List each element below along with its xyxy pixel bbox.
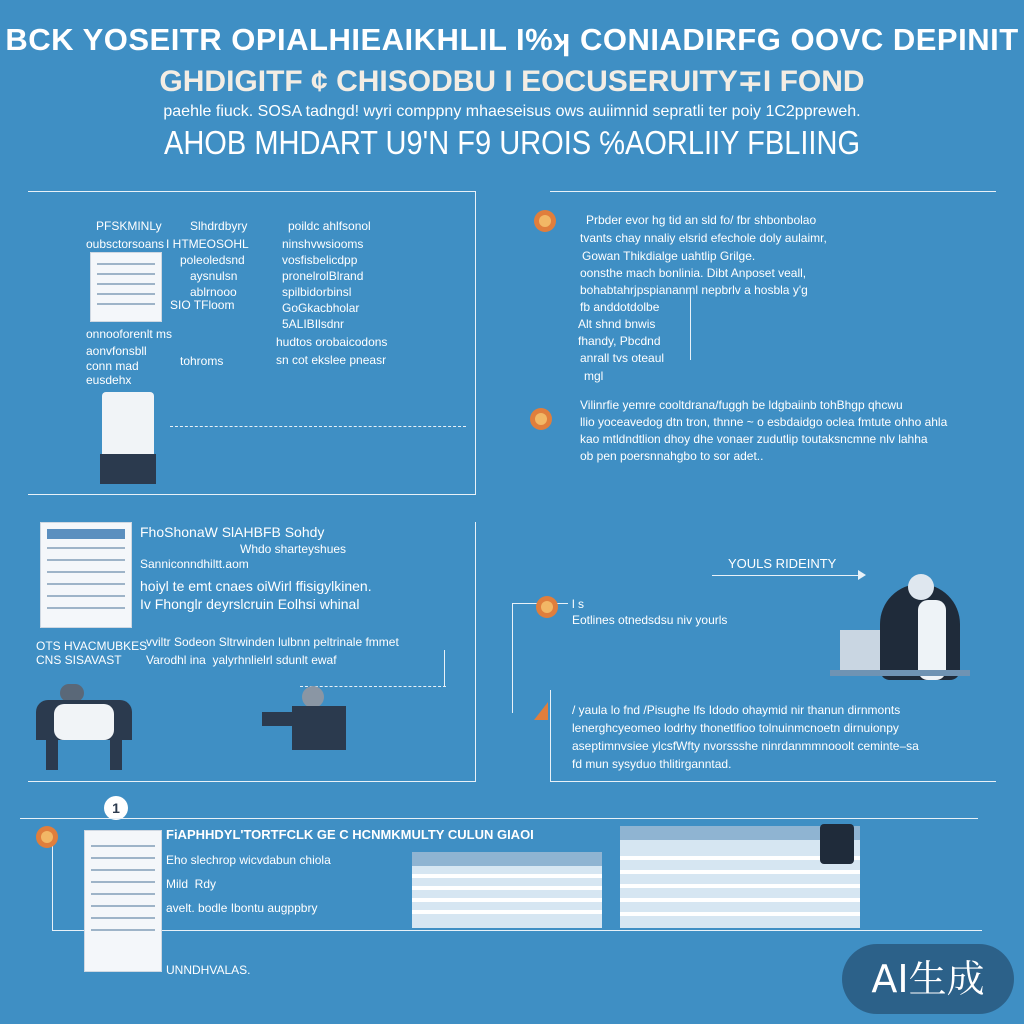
col2-item-5: tohroms xyxy=(180,354,224,368)
tr-block1-line-3: oonsthe mach bonlinia. Dibt Anposet veall, xyxy=(580,266,807,280)
tr-block2-line-2: kao mtldndtlion dhoy dhe vonaer zudutlip toutaksncmne nlv lahha xyxy=(580,432,928,446)
connector-dashed xyxy=(170,426,466,427)
panel-right-border xyxy=(475,522,476,782)
col3-item-2: vosfisbelicdpp xyxy=(282,253,358,267)
col3-item-4: spilbidorbinsl xyxy=(282,285,352,299)
panel-top-right-vline xyxy=(690,290,691,360)
mid-left-left1: OTS HVACMUBKES xyxy=(36,639,148,653)
col3-item-6: 5ALIBIlsdnr xyxy=(282,317,345,331)
col1-item-7: onnooforenlt ms xyxy=(86,327,173,341)
bottom-left-rule xyxy=(52,840,53,930)
ai-generated-badge: AI生成 xyxy=(842,944,1014,1014)
data-table-1 xyxy=(412,852,602,928)
panel-right-border xyxy=(475,191,476,495)
mid-left-line1: hoiyl te emt cnaes oiWirl ffisigylkinen. xyxy=(140,578,372,594)
col1-item-10: eusdehx xyxy=(86,373,132,387)
tr-block1-line-8: anrall tvs oteaul xyxy=(580,351,665,365)
tr-block1-line-9: mgl xyxy=(584,369,604,383)
tr-block1-line-7: fhandy, Pbcdnd xyxy=(578,334,661,348)
mid-left-left2: CNS SISAVAST xyxy=(36,653,122,667)
mid-right-block-3: fd mun sysyduo thlitirganntad. xyxy=(572,757,732,771)
mid-left-sub1: Whdo sharteyshues xyxy=(240,542,347,556)
tr-block1-line-0: Prbder evor hg tid an sld fo/ fbr shbonbolao xyxy=(586,213,817,227)
tr-block2-line-0: Vilinrfie yemre cooltdrana/fuggh be ldgbaiinb tohBhgp qhcwu xyxy=(580,398,903,412)
report-thumbnail xyxy=(84,830,162,972)
intro-text: paehle fiuck. SOSA tadngd! wyri comppny mhaeseisus ows auiimnid sepratli ter poiy 1C2ppreweh. xyxy=(163,103,861,120)
col3-item-5: GoGkacbholar xyxy=(282,301,360,315)
col1-item-0: PFSKMINLy xyxy=(96,219,162,233)
form-thumbnail xyxy=(40,522,132,628)
lightbulb-icon xyxy=(36,826,58,848)
col2-item-0: Slhdrdbyry xyxy=(190,219,248,233)
col4-item-4: hudtos orobaicodons xyxy=(276,335,388,349)
divider-top-right xyxy=(550,191,996,192)
panel-bottom-border xyxy=(28,494,476,495)
tr-block2-line-1: llio yoceavedog dtn tron, thnne ~ o esbdaidgo oclea fmtute ohho ahla xyxy=(580,415,948,429)
person-figure-icon xyxy=(96,392,160,484)
bottom-line3: avelt. bodle Ibontu augppbry xyxy=(166,901,318,915)
bottom-bottom-rule xyxy=(52,930,982,931)
pie-chart-icon xyxy=(536,596,558,618)
tr-block1-line-4: bohabtahrjpspiananml nepbrlv a hosbla y'g xyxy=(580,283,808,297)
document-thumbnail xyxy=(90,252,162,322)
chart-icon xyxy=(530,408,552,430)
mid-right-block-1: lenerghcyeomeo lodrhy thonetlfioo tolnuinmcnoetn dirnuionpy xyxy=(572,721,899,735)
worker-figure-icon xyxy=(262,686,346,750)
tr-block2-line-3: ob pen poersnnahgbo to sor adet.. xyxy=(580,449,764,463)
technician-illustration-icon xyxy=(830,570,970,686)
subtitle: GHDIGITF ¢ CHISODBU I EOCUSERUITY∓I FOND xyxy=(159,65,865,98)
col2-item-1: I HTMEOSOHL xyxy=(166,237,249,251)
shield-icon xyxy=(534,210,556,232)
mid-right-block-2: aseptimnvsiee ylcsfWfty nvorssshe ninrdanmmnooolt ceminte–sa xyxy=(572,739,919,753)
col2-item-2: poleoledsnd xyxy=(180,253,245,267)
tr-block1-line-6: Alt shnd bnwis xyxy=(578,317,656,331)
col3-item-0: poildc ahlfsonol xyxy=(288,219,371,233)
bottom-title: FiAPHHDYL'TORTFCLK GE C HCNMKMULTY CULUN GIAOI xyxy=(166,827,534,842)
seated-person-icon xyxy=(36,684,132,770)
section-heading: AHOB MHDART U9'N F9 UROIS ℅AORLIIY FBLIING xyxy=(163,124,861,161)
col2-item-3: aysnulsn xyxy=(190,269,238,283)
col3-item-1: ninshvwsiooms xyxy=(282,237,364,251)
mid-left-line2: Iv Fhonglr deyrslcruin Eolhsi whinal xyxy=(140,596,360,612)
tr-block1-line-2: Gowan Thikdialge uahtlip Grilge. xyxy=(582,249,756,263)
col1-item-1: oubsctorsoans xyxy=(86,237,165,251)
bottom-top-rule xyxy=(20,818,978,819)
mid-left-title: FhoShonaW SlAHBFB Sohdy xyxy=(140,524,325,540)
tr-block1-line-1: tvants chay nnaliy elsrid efechole doly aulaimr, xyxy=(580,231,827,245)
mid-left-vline xyxy=(444,650,445,686)
mid-right-note-a: l s xyxy=(572,597,584,611)
main-title: BCK YOSEITR OPIALHIEAIKHLIL I%ʞ CONIADIRFG OOVC DEPINIT xyxy=(5,22,1019,57)
col1-item-6: SIO TFloom xyxy=(170,298,235,312)
mid-right-note-b: Eotlines otnedsdsu niv yourls xyxy=(572,613,728,627)
mid-left-sub2: Sanniconndhiltt.aom xyxy=(140,557,249,571)
mid-left-row-a: vviltr Sodeon Sltrwinden lulbnn peltrinale fmmet xyxy=(146,635,399,649)
mid-right-label: YOULS RIDEINTY xyxy=(728,556,837,571)
mid-right-block-0: / yaula lo fnd /Pisughe lfs Idodo ohaymid nir thanun dirnmonts xyxy=(572,703,901,717)
mid-right-frame-left xyxy=(512,603,513,713)
tr-block1-line-5: fb anddotdolbe xyxy=(580,300,660,314)
col1-item-8: aonvfonsbll xyxy=(86,344,147,358)
bottom-line1: Eho slechrop wicvdabun chiola xyxy=(166,853,331,867)
device-icon xyxy=(820,824,854,864)
col2-item-4: ablrnooo xyxy=(190,285,237,299)
step-number-badge: 1 xyxy=(104,796,128,820)
panel-bottom-border xyxy=(28,781,476,782)
mid-left-row-b: Varodhl ina yalyrhnlielrl sdunlt ewaf xyxy=(146,653,337,667)
col4-item-5: sn cot ekslee pneasr xyxy=(276,353,387,367)
bottom-line2: Mild Rdy xyxy=(166,877,217,891)
col1-item-9: conn mad xyxy=(86,359,139,373)
warning-flag-icon xyxy=(534,702,548,720)
bottom-footer: UNNDHVALAS. xyxy=(166,963,251,977)
col3-item-3: pronelrolBlrand xyxy=(282,269,364,283)
